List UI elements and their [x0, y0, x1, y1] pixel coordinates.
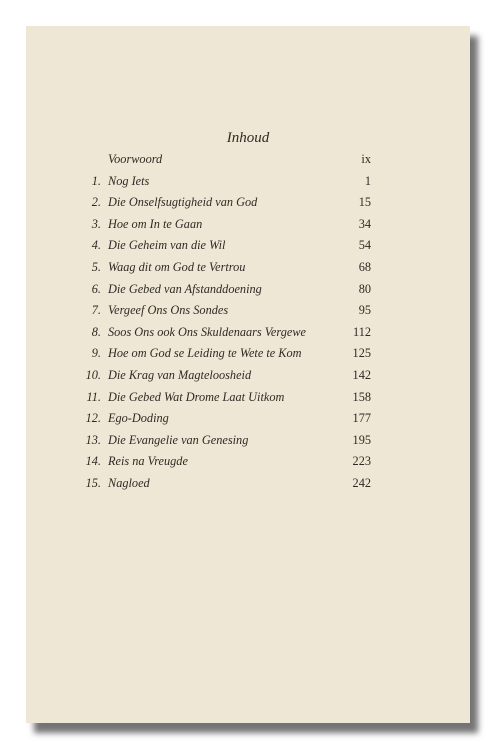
- page-number: 223: [352, 454, 371, 469]
- table-of-contents: [84, 149, 371, 495]
- chapter-title: Hoe om God se Leiding te Wete te Kom: [108, 346, 302, 361]
- toc-entry: [84, 192, 371, 214]
- page-number: 242: [352, 475, 371, 490]
- chapter-number: 11.: [86, 389, 101, 404]
- page-number: 54: [358, 238, 371, 253]
- chapter-number: 6.: [91, 281, 101, 296]
- chapter-title: Die Onselfsugtigheid van God: [108, 195, 258, 210]
- chapter-title: Nagloed: [108, 475, 150, 490]
- page-number: 68: [358, 259, 371, 274]
- chapter-title: Die Geheim van die Wil: [108, 238, 226, 253]
- chapter-title: Voorwoord: [108, 152, 163, 166]
- chapter-number: 13.: [85, 432, 101, 447]
- page-number: 1: [364, 173, 371, 188]
- page-number: 34: [358, 216, 371, 231]
- chapter-number: 5.: [91, 259, 101, 274]
- chapter-title: Hoe om In te Gaan: [108, 216, 203, 231]
- chapter-title: Waag dit om God te Vertrou: [108, 259, 246, 274]
- toc-entry: [84, 257, 371, 279]
- page-number: 125: [352, 346, 371, 361]
- chapter-title: Die Evangelie van Genesing: [108, 432, 249, 447]
- page-number: 177: [352, 411, 371, 426]
- toc-entry: [84, 451, 371, 473]
- page-number: 142: [352, 367, 371, 382]
- toc-entry: [84, 408, 371, 430]
- toc-entry: [84, 322, 371, 344]
- page-number: ix: [361, 152, 371, 166]
- chapter-title: Die Gebed van Afstanddoening: [108, 281, 262, 296]
- chapter-number: 10.: [85, 367, 101, 382]
- book-page: [26, 26, 470, 723]
- chapter-title: Ego-Doding: [108, 411, 169, 426]
- page-title: Inhoud: [226, 130, 270, 146]
- chapter-number: 8.: [91, 324, 101, 339]
- toc-entry: [84, 365, 371, 387]
- toc-entry: [84, 300, 371, 322]
- chapter-title: Die Krag van Magteloosheid: [108, 367, 252, 382]
- toc-entry: [84, 387, 371, 409]
- chapter-number: 2.: [91, 195, 101, 210]
- toc-entry: [84, 430, 371, 452]
- chapter-title: Reis na Vreugde: [108, 454, 188, 469]
- page-number: 158: [352, 389, 371, 404]
- toc-entry: [84, 343, 371, 365]
- chapter-number: 14.: [85, 454, 101, 469]
- chapter-number: 4.: [91, 238, 101, 253]
- chapter-title: Soos Ons ook Ons Skuldenaars Vergewe: [108, 324, 306, 339]
- chapter-number: 15.: [85, 475, 101, 490]
- page-number: 112: [353, 324, 371, 339]
- toc-entry: [84, 171, 371, 193]
- chapter-number: 1.: [91, 173, 101, 188]
- chapter-number: 3.: [91, 216, 101, 231]
- toc-entry: [84, 473, 371, 495]
- toc-entry: [84, 279, 371, 301]
- toc-entry: [84, 149, 371, 171]
- chapter-number: 12.: [85, 411, 101, 426]
- page-number: 95: [358, 303, 371, 318]
- toc-entry: [84, 235, 371, 257]
- chapter-number: 7.: [91, 303, 101, 318]
- page-number: 195: [352, 432, 371, 447]
- chapter-title: Nog Iets: [108, 173, 150, 188]
- chapter-title: Vergeef Ons Ons Sondes: [108, 303, 229, 318]
- chapter-title: Die Gebed Wat Drome Laat Uitkom: [108, 389, 285, 404]
- chapter-number: 9.: [91, 346, 101, 361]
- toc-entry: [84, 214, 371, 236]
- page-number: 80: [358, 281, 371, 296]
- page-number: 15: [358, 195, 371, 210]
